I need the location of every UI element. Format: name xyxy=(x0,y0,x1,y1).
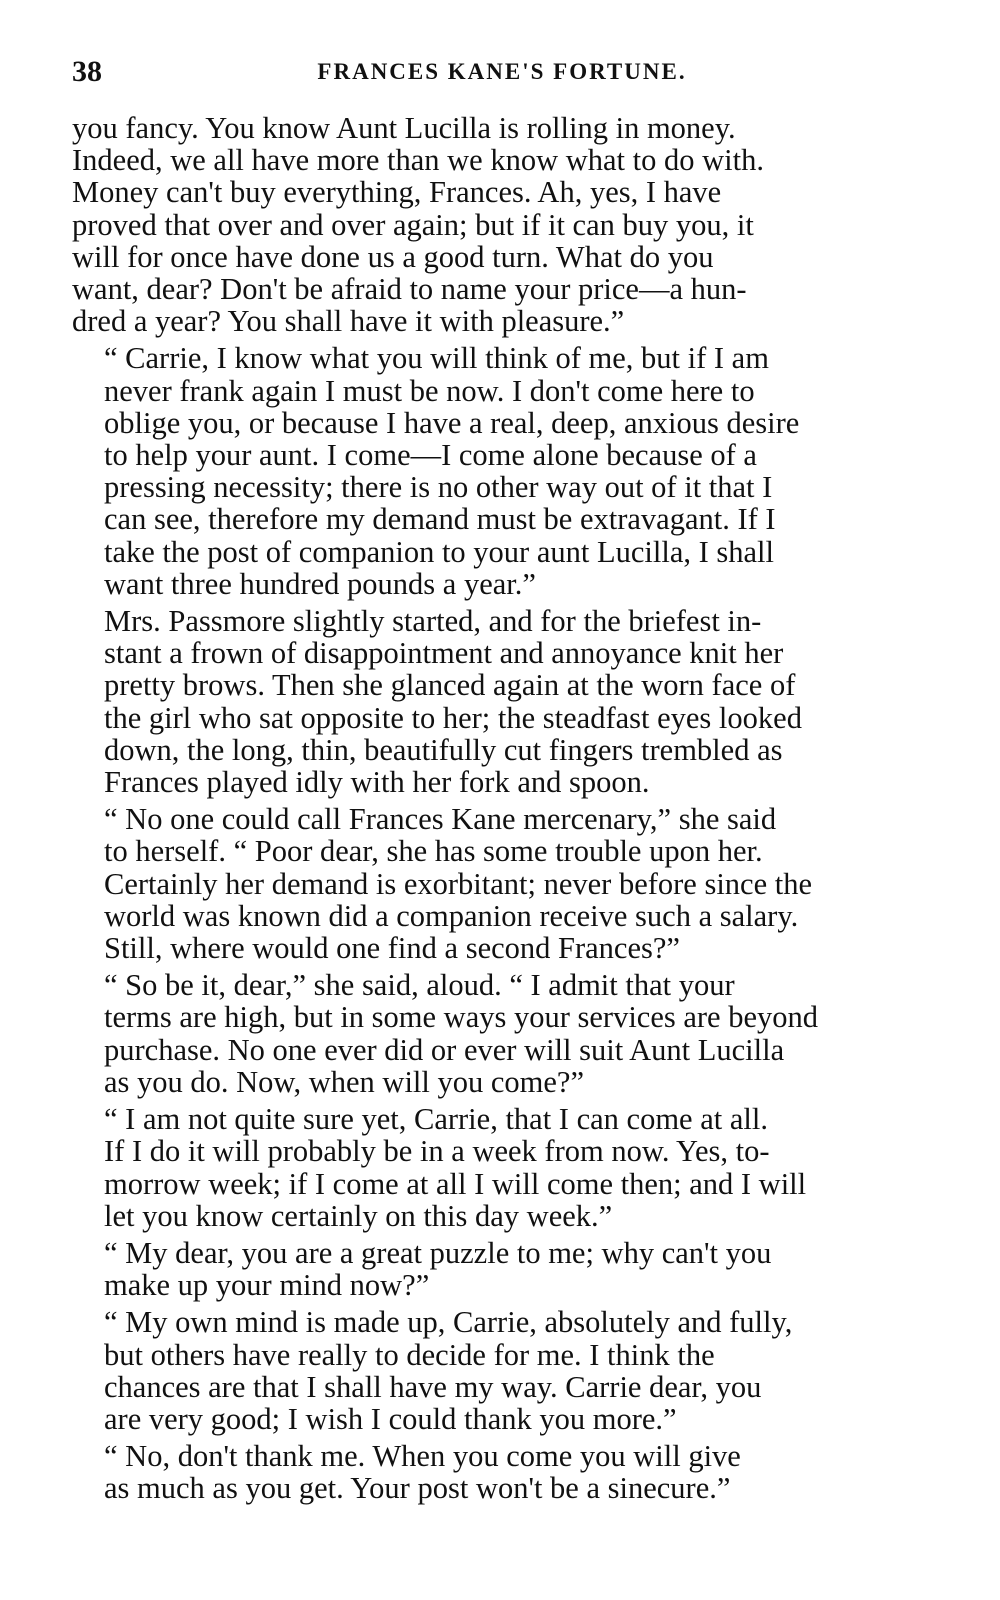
text-line: Indeed, we all have more than we know what to do with. xyxy=(72,143,764,178)
text-line: Mrs. Passmore slightly started, and for the briefest in- xyxy=(104,604,762,639)
text-line: make up your mind now?” xyxy=(104,1268,430,1303)
text-line: are very good; I wish I could thank you more.” xyxy=(104,1401,677,1436)
text-line: down, the long, thin, beautifully cut fingers trembled as xyxy=(104,732,783,767)
text-line: you fancy. You know Aunt Lucilla is rolling in money. xyxy=(72,111,736,145)
text-line: “ No, don't thank me. When you come you will give xyxy=(104,1439,741,1474)
text-line: proved that over and over again; but if it can buy you, it xyxy=(72,207,754,242)
text-line: pressing necessity; there is no other way out of it that I xyxy=(104,470,773,505)
text-line: “ So be it, dear,” she said, aloud. “ I admit that your xyxy=(104,968,735,1003)
text-line: Frances played idly with her fork and spoon. xyxy=(104,765,650,800)
text-line: take the post of companion to your aunt Lucilla, I shall xyxy=(104,534,774,569)
text-line: want, dear? Don't be afraid to name your price—a hun- xyxy=(72,272,747,307)
paragraph xyxy=(72,112,912,337)
page-number: 38 xyxy=(72,55,102,88)
paragraph xyxy=(72,969,912,1098)
text-line: “ My own mind is made up, Carrie, absolutely and fully, xyxy=(104,1305,793,1340)
text-line: Certainly her demand is exorbitant; never before since the xyxy=(104,866,813,901)
text-line: to herself. “ Poor dear, she has some trouble upon her. xyxy=(104,834,763,869)
text-line: as much as you get. Your post won't be a sinecure.” xyxy=(104,1471,731,1506)
text-line: morrow week; if I come at all I will come then; and I will xyxy=(104,1166,807,1201)
text-line: never frank again I must be now. I don't come here to xyxy=(104,373,755,408)
paragraph xyxy=(72,1237,912,1301)
text-line: dred a year? You shall have it with pleasure.” xyxy=(72,304,625,339)
text-line: as you do. Now, when will you come?” xyxy=(104,1064,584,1099)
paragraph xyxy=(72,1306,912,1435)
text-line: want three hundred pounds a year.” xyxy=(104,566,536,601)
text-line: If I do it will probably be in a week from now. Yes, to- xyxy=(104,1134,770,1169)
body-text xyxy=(72,112,912,1510)
text-line: oblige you, or because I have a real, deep, anxious desire xyxy=(104,405,800,440)
text-line: “ My dear, you are a great puzzle to me; why can't you xyxy=(104,1235,772,1270)
text-line: pretty brows. Then she glanced again at the worn face of xyxy=(104,668,796,703)
text-line: stant a frown of disappointment and annoyance knit her xyxy=(104,636,784,671)
text-line: Money can't buy everything, Frances. Ah, yes, I have xyxy=(72,175,722,210)
paragraph xyxy=(72,1103,912,1232)
text-line: terms are high, but in some ways your services are beyond xyxy=(104,1000,819,1035)
text-line: Still, where would one find a second Frances?” xyxy=(104,931,680,966)
text-line: can see, therefore my demand must be extravagant. If I xyxy=(104,502,776,537)
running-head xyxy=(72,52,912,92)
paragraph xyxy=(72,1440,912,1504)
paragraph xyxy=(72,605,912,798)
text-line: let you know certainly on this day week.” xyxy=(104,1198,613,1233)
text-line: will for once have done us a good turn. What do you xyxy=(72,239,714,274)
text-line: chances are that I shall have my way. Carrie dear, you xyxy=(104,1369,762,1404)
paragraph xyxy=(72,342,912,600)
text-line: purchase. No one ever did or ever will suit Aunt Lucilla xyxy=(104,1032,785,1067)
paragraph xyxy=(72,803,912,964)
text-line: “ Carrie, I know what you will think of me, but if I am xyxy=(104,341,769,376)
text-line: to help your aunt. I come—I come alone because of a xyxy=(104,438,757,473)
text-line: “ No one could call Frances Kane mercenary,” she said xyxy=(104,802,777,837)
text-line: “ I am not quite sure yet, Carrie, that I can come at all. xyxy=(104,1102,768,1137)
text-line: but others have really to decide for me. I think the xyxy=(104,1337,715,1372)
running-title: FRANCES KANE'S FORTUNE. xyxy=(317,59,687,84)
text-line: the girl who sat opposite to her; the steadfast eyes looked xyxy=(104,700,802,735)
text-line: world was known did a companion receive such a salary. xyxy=(104,898,799,933)
